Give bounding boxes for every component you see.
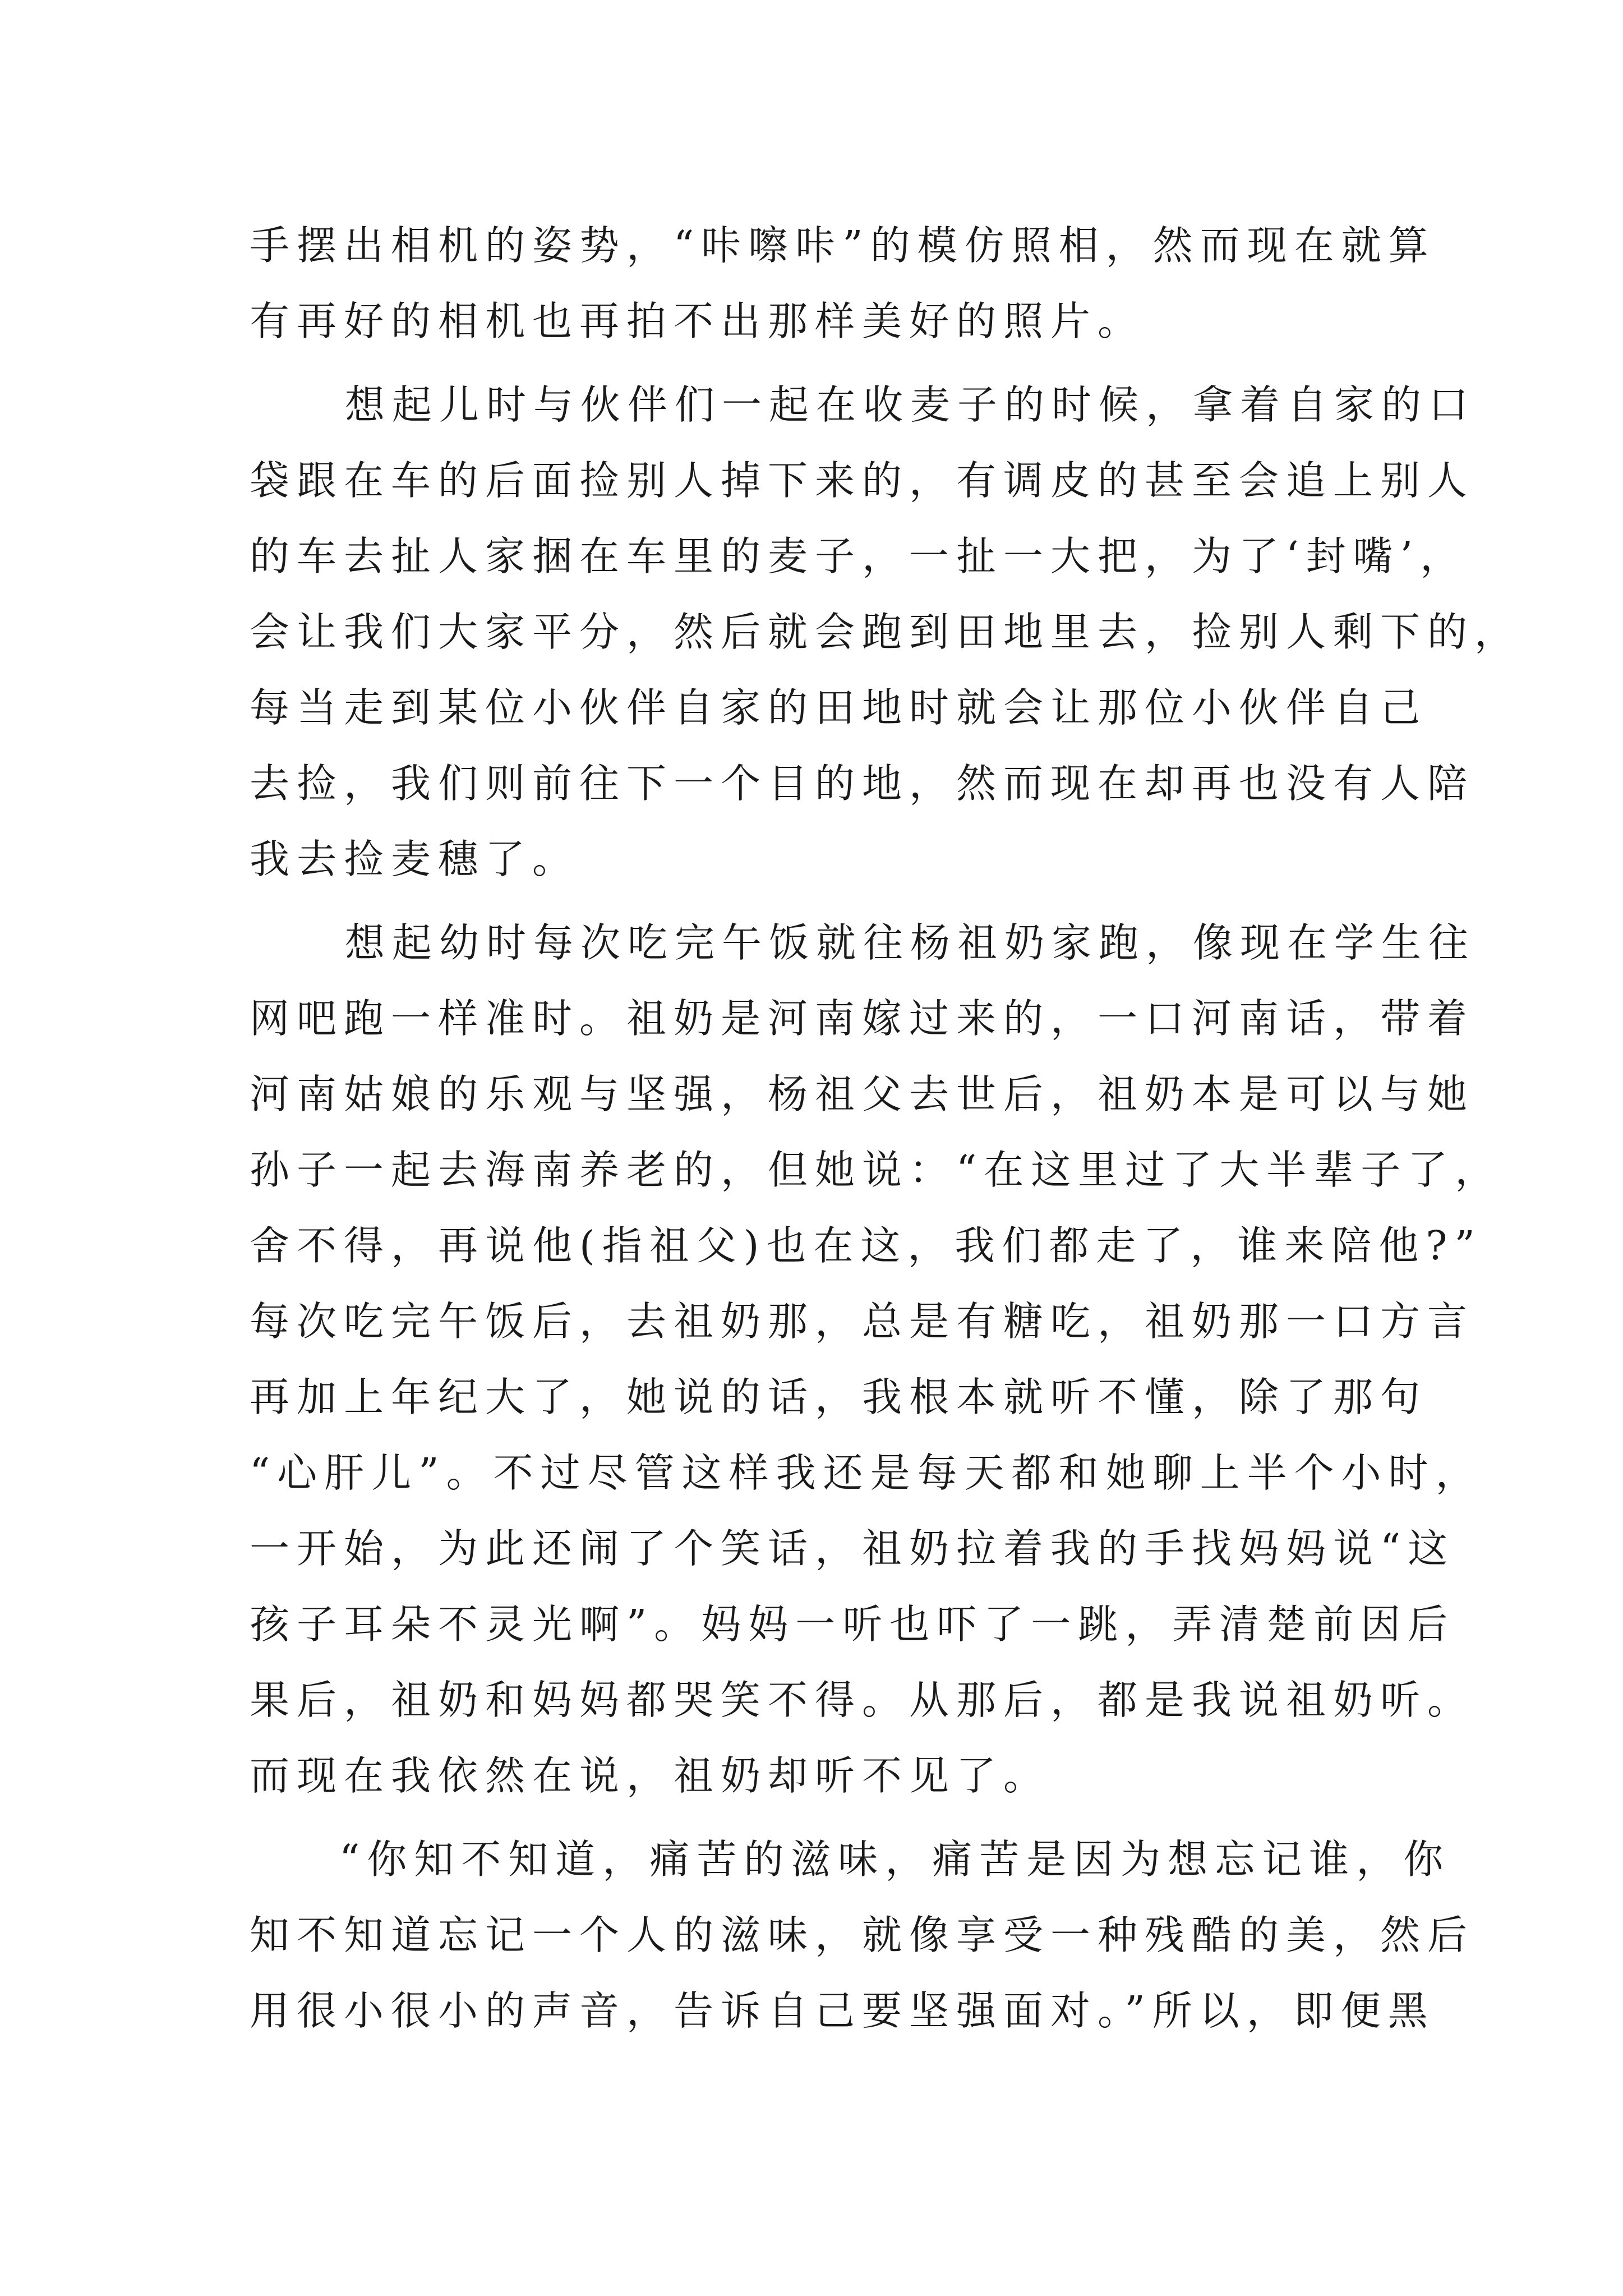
text-line: 河南姑娘的乐观与坚强，杨祖父去世后，祖奶本是可以与她 (250, 1071, 1475, 1117)
text-line: “你知不知道，痛苦的滋味，痛苦是因为想忘记谁，你 (339, 1836, 1451, 1883)
paragraph-4 (250, 1821, 1475, 2049)
text-line: 会让我们大家平分，然后就会跑到田地里去，捡别人剩下的， (250, 609, 1522, 655)
paragraph-3 (250, 905, 1502, 1814)
text-line: 我去捡麦穗了。 (250, 836, 580, 882)
text-line: 想起儿时与伙伴们一起在收麦子的时候，拿着自家的口 (345, 381, 1476, 428)
text-line: 而现在我依然在说，祖奶却听不见了。 (250, 1752, 1051, 1799)
text-line: 舍不得，再说他(指祖父)也在这，我们都走了，谁来陪他?” (250, 1222, 1482, 1269)
text-line: 知不知道忘记一个人的滋味，就像享受一种残酷的美，然后 (250, 1912, 1475, 1958)
text-line: 有再好的相机也再拍不出那样美好的照片。 (250, 298, 1145, 344)
text-line: 网吧跑一样准时。祖奶是河南嫁过来的，一口河南话，带着 (250, 995, 1475, 1042)
text-line: 每次吃完午饭后，去祖奶那，总是有糖吃，祖奶那一口方言 (250, 1298, 1475, 1345)
text-line: 手摆出相机的姿势，“咔嚓咔”的模仿照相，然而现在就算 (250, 222, 1436, 269)
text-line: 用很小很小的声音，告诉自己要坚强面对。”所以，即便黑 (250, 1987, 1435, 2034)
paragraph-1 (250, 208, 1436, 359)
text-line: 的车去扯人家捆在车里的麦子，一扯一大把，为了‘封嘴’， (250, 533, 1468, 579)
text-line: 一开始，为此还闹了个笑话，祖奶拉着我的手找妈妈说“这 (250, 1525, 1455, 1572)
document-body (250, 208, 1522, 2049)
text-line: 孩子耳朵不灵光啊”。妈妈一听也吓了一跳，弄清楚前因后 (250, 1601, 1455, 1648)
text-line: 孙子一起去海南养老的，但她说：“在这里过了大半辈子了， (250, 1147, 1502, 1193)
text-line: “心肝儿”。不过尽管这样我还是每天都和她聊上半个小时， (250, 1450, 1483, 1496)
text-line: 果后，祖奶和妈妈都哭笑不得。从那后，都是我说祖奶听。 (250, 1677, 1475, 1723)
text-line: 袋跟在车的后面捡别人掉下来的，有调皮的甚至会追上别人 (250, 457, 1475, 504)
text-line: 每当走到某位小伙伴自家的田地时就会让那位小伙伴自己 (250, 684, 1428, 731)
text-line: 再加上年纪大了，她说的话，我根本就听不懂，除了那句 (250, 1374, 1428, 1420)
paragraph-2 (250, 367, 1522, 897)
text-line: 去捡，我们则前往下一个目的地，然而现在却再也没有人陪 (250, 760, 1475, 807)
text-line: 想起幼时每次吃完午饭就往杨祖奶家跑，像现在学生往 (345, 919, 1476, 966)
